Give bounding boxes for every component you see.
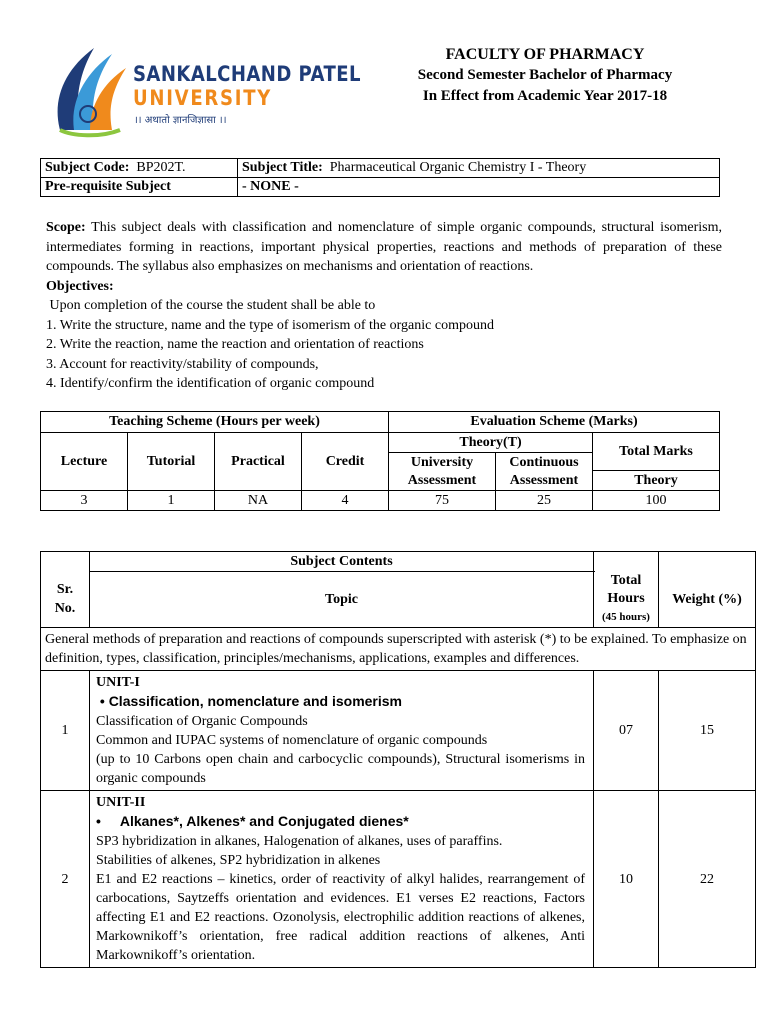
- prereq-label: Pre-requisite Subject: [41, 178, 238, 197]
- objective-item: 4. Identify/confirm the identification of organic compound: [46, 376, 375, 391]
- unit-hours: 07: [594, 671, 659, 791]
- scope-paragraph: [46, 218, 722, 277]
- program-title: Second Semester Bachelor of Pharmacy: [417, 67, 673, 83]
- unit-weight: 15: [659, 671, 756, 791]
- weight-header: Weight (%): [659, 572, 756, 628]
- unit-line: Classification of Organic Compounds: [96, 714, 308, 729]
- unit-topic: [90, 671, 594, 791]
- document-header: [380, 44, 710, 107]
- unit-heading: • Classification, nomenclature and isomerism: [96, 693, 402, 709]
- effect-year: In Effect from Academic Year 2017-18: [422, 88, 668, 104]
- scheme-values-row: [41, 491, 720, 511]
- objective-item: 3. Account for reactivity/stability of compounds,: [46, 356, 319, 372]
- objectives-label: Objectives:: [46, 278, 114, 294]
- tutorial-value: 1: [128, 491, 215, 511]
- unit-title: UNIT-I: [96, 675, 140, 690]
- subject-code-value: BP202T.: [136, 160, 186, 175]
- unit-weight: 22: [659, 791, 756, 968]
- university-motto: ।। अथातो ज्ञानजिज्ञासा ।।: [134, 115, 227, 126]
- subject-title-cell: [238, 159, 720, 178]
- unit-line: Common and IUPAC systems of nomenclature of organic compounds: [96, 733, 488, 748]
- total-marks-value: 100: [593, 491, 720, 511]
- unit-line: E1 and E2 reactions – kinetics, order of reactivity of alkyl halides, rearrangement of carbocations, Saytzeffs orientation and evidences. E1 verses E2 reactions, Factors affecting E1 and E2 reactions. Ozonolysis, electrophilic addition reactions of alkenes, Markownikoff’s orientation, free radical addition reactions of alkenes, Anti Markownikoff’s orientation.: [96, 872, 585, 963]
- university-assessment-value: 75: [389, 491, 496, 511]
- subject-code-label: Subject Code:: [45, 160, 130, 175]
- prereq-value: - NONE -: [238, 178, 720, 197]
- evaluation-scheme-header: Evaluation Scheme (Marks): [389, 412, 720, 433]
- university-assessment-header: University Assessment: [389, 453, 496, 491]
- unit-line: Stabilities of alkenes, SP2 hybridization in alkenes: [96, 853, 381, 868]
- subject-title-label: Subject Title:: [242, 160, 323, 175]
- unit-row: [41, 791, 756, 968]
- university-logo: [50, 40, 361, 140]
- unit-sr: 1: [41, 671, 90, 791]
- topic-header: Topic: [90, 572, 594, 628]
- subject-contents-table: [40, 551, 756, 968]
- continuous-assessment-value: 25: [496, 491, 593, 511]
- unit-row: [41, 671, 756, 791]
- objectives-intro: Upon completion of the course the student shall be able to: [49, 298, 376, 313]
- scope-objectives-section: [46, 218, 722, 394]
- total-marks-header: Total Marks: [593, 433, 720, 471]
- lecture-header: Lecture: [41, 433, 128, 491]
- tutorial-header: Tutorial: [128, 433, 215, 491]
- scope-text: This subject deals with classification and nomenclature of simple organic compounds, structural isomerism, intermediates forming in reactions, important physical properties, reactions and methods of preparation of these compounds. The syllabus also emphasizes on mechanisms and orientation of reactions.: [46, 220, 723, 274]
- unit-hours: 10: [594, 791, 659, 968]
- unit-topic: [90, 791, 594, 968]
- sr-no-header: Sr. No.: [41, 572, 90, 628]
- university-name-line1: SANKALCHAND PATEL: [133, 62, 361, 86]
- continuous-assessment-header: Continuous Assessment: [496, 453, 593, 491]
- unit-line: SP3 hybridization in alkanes, Halogenation of alkanes, uses of paraffins.: [96, 834, 503, 849]
- subject-contents-title: Subject Contents: [90, 552, 594, 572]
- subject-info-table: [40, 158, 720, 197]
- unit-line: (up to 10 Carbons open chain and carbocyclic compounds), Structural isomerisms in organic compounds: [96, 752, 585, 786]
- theory-header: Theory: [593, 471, 720, 491]
- objective-item: 1. Write the structure, name and the type of isomerism of the organic compound: [46, 317, 494, 333]
- credit-header: Credit: [302, 433, 389, 491]
- faculty-title: FACULTY OF PHARMACY: [445, 46, 645, 63]
- scope-label: Scope:: [46, 220, 86, 235]
- university-emblem-icon: [50, 40, 130, 140]
- subject-title-value: Pharmaceutical Organic Chemistry I - Theory: [329, 160, 587, 175]
- theory-t-header: Theory(T): [389, 433, 593, 453]
- teaching-scheme-header: Teaching Scheme (Hours per week): [41, 412, 389, 433]
- practical-header: Practical: [215, 433, 302, 491]
- general-note: General methods of preparation and reactions of compounds superscripted with asterisk (*) to be explained. To emphasize on definition, types, classification, principles/mechanisms, applications, examples and differences.: [41, 628, 756, 671]
- lecture-value: 3: [41, 491, 128, 511]
- total-hours-header: Total Hours (45 hours): [594, 572, 659, 628]
- practical-value: NA: [215, 491, 302, 511]
- hours-note: (45 hours): [602, 611, 650, 624]
- unit-sr: 2: [41, 791, 90, 968]
- scheme-table: [40, 411, 720, 511]
- unit-heading: • Alkanes*, Alkenes* and Conjugated dienes*: [96, 813, 409, 829]
- unit-title: UNIT-II: [96, 795, 146, 810]
- credit-value: 4: [302, 491, 389, 511]
- objective-item: 2. Write the reaction, name the reaction and orientation of reactions: [46, 337, 424, 352]
- subject-code-cell: [41, 159, 238, 178]
- university-name-line2: UNIVERSITY: [133, 86, 273, 110]
